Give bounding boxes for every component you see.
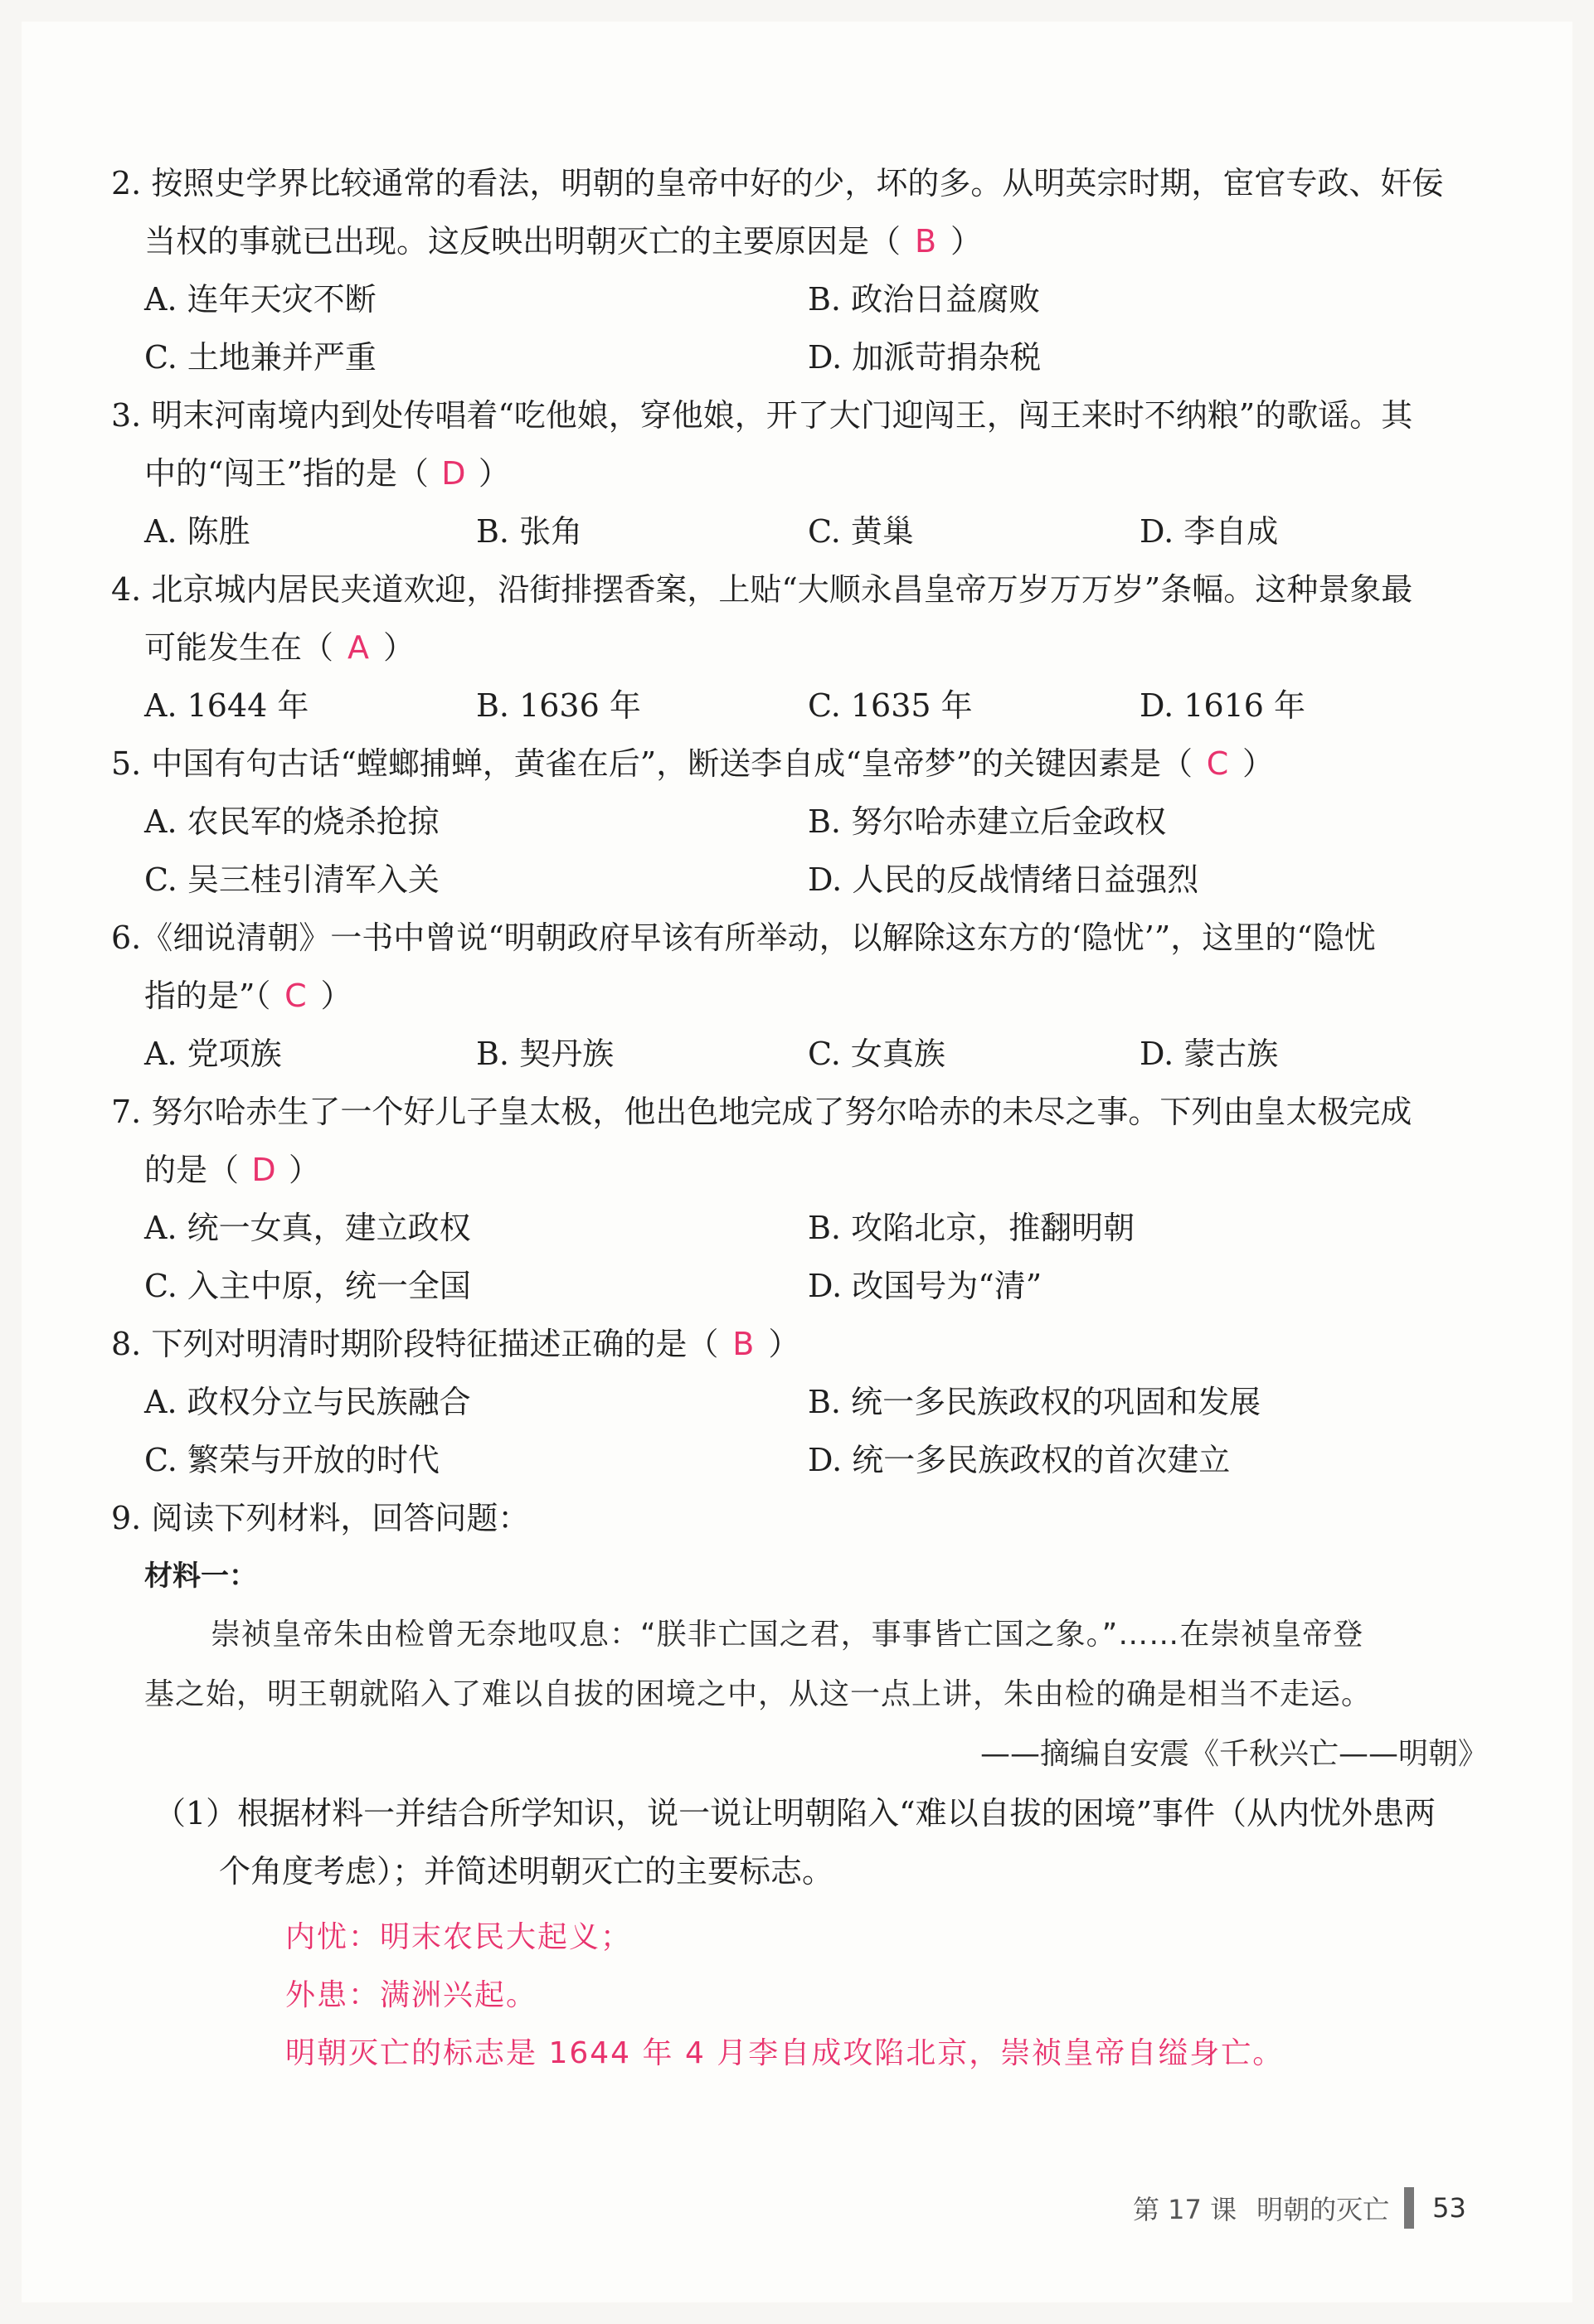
option: D. 统一多民族政权的首次建立 xyxy=(808,1442,1231,1478)
sub-question-line: 个角度考虑）；并简述明朝灭亡的主要标志。 xyxy=(219,1853,834,1890)
options-q5 xyxy=(111,793,1496,909)
answer-mark: C xyxy=(1206,745,1229,782)
option: B. 政治日益腐败 xyxy=(808,281,1041,318)
handwritten-line: 明朝灭亡的标志是 1644 年 4 月李自成攻陷北京，崇祯皇帝自缢身亡。 xyxy=(285,2036,1285,2070)
question-stem-line: 6.《细说清朝》一书中曾说“明朝政府早该有所举动，以解除这东方的‘隐忧’”，这里的“隐忧 xyxy=(111,919,1376,956)
question-stem-line: 中的“闯王”指的是（ D ） xyxy=(111,444,1496,502)
option: B. 统一多民族政权的巩固和发展 xyxy=(808,1384,1261,1420)
question-8 xyxy=(111,1315,1496,1373)
question-stem-line: 可能发生在（ A ） xyxy=(111,619,1496,677)
material-text xyxy=(111,1605,1496,1725)
question-stem-line: 指的是”（ C ） xyxy=(111,967,1496,1025)
question-stem-line: 8. 下列对明清时期阶段特征描述正确的是（ B ） xyxy=(111,1315,1496,1373)
workbook-page xyxy=(22,22,1572,2302)
material-label: 材料一： xyxy=(144,1560,257,1593)
options-q4 xyxy=(111,677,1496,735)
option: D. 人民的反战情绪日益强烈 xyxy=(808,861,1199,898)
question-stem-line: 9. 阅读下列材料，回答问题： xyxy=(111,1500,530,1536)
option: B. 1636 年 xyxy=(476,687,641,724)
question-2 xyxy=(111,154,1496,270)
answer-mark: D xyxy=(251,1152,276,1188)
question-stem-line: 5. 中国有句古话“螳螂捕蝉，黄雀在后”，断送李自成“皇帝梦”的关键因素是（ C ） xyxy=(111,735,1496,793)
options-q6 xyxy=(111,1025,1496,1083)
sub-question-1 xyxy=(111,1784,1496,1900)
options-q3 xyxy=(111,502,1496,560)
option: B. 攻陷北京，推翻明朝 xyxy=(808,1210,1135,1246)
answer-mark: B xyxy=(914,223,937,260)
option: D. 1616 年 xyxy=(1140,687,1306,724)
option: A. 1644 年 xyxy=(144,687,309,724)
answer-mark: B xyxy=(732,1326,755,1362)
option: C. 繁荣与开放的时代 xyxy=(144,1442,440,1478)
question-stem-line: 当权的事就已出现。这反映出明朝灭亡的主要原因是（ B ） xyxy=(111,212,1496,270)
question-9 xyxy=(111,1489,1496,1547)
option: B. 张角 xyxy=(476,513,583,550)
option: C. 黄巢 xyxy=(808,513,914,550)
option: A. 连年天灾不断 xyxy=(144,281,377,318)
question-stem-line: 4. 北京城内居民夹道欢迎，沿街排摆香案，上贴“大顺永昌皇帝万岁万万岁”条幅。这种景象最 xyxy=(111,571,1413,608)
option: C. 1635 年 xyxy=(808,687,973,724)
option: C. 入主中原，统一全国 xyxy=(144,1268,471,1304)
material-source: ——摘编自安震《千秋兴亡——明朝》 xyxy=(979,1737,1488,1771)
answer-mark: D xyxy=(441,455,466,492)
question-5 xyxy=(111,735,1496,793)
options-q7 xyxy=(111,1199,1496,1315)
question-stem-line: 的是（ D ） xyxy=(111,1141,1496,1199)
option: C. 吴三桂引清军入关 xyxy=(144,861,440,898)
question-3 xyxy=(111,386,1496,502)
answer-mark: A xyxy=(347,629,370,666)
option: A. 政权分立与民族融合 xyxy=(144,1384,471,1420)
page-footer xyxy=(1133,2187,1466,2229)
option: A. 统一女真，建立政权 xyxy=(144,1210,471,1246)
question-4 xyxy=(111,560,1496,677)
option: C. 女真族 xyxy=(808,1036,945,1072)
option: C. 土地兼并严重 xyxy=(144,339,377,376)
question-7 xyxy=(111,1083,1496,1199)
question-stem-line: 7. 努尔哈赤生了一个好儿子皇太极，他出色地完成了努尔哈赤的未尽之事。下列由皇太极完成 xyxy=(111,1094,1412,1130)
options-q2 xyxy=(111,270,1496,386)
option: D. 加派苛捐杂税 xyxy=(808,339,1042,376)
option: D. 李自成 xyxy=(1140,513,1279,550)
sub-question-line: （1）根据材料一并结合所学知识，说一说让明朝陷入“难以自拔的困境”事件（从内忧外患两 xyxy=(154,1795,1436,1832)
material-line: 基之始，明王朝就陷入了难以自拔的困境之中，从这一点上讲，朱由检的确是相当不走运。 xyxy=(144,1677,1373,1711)
lesson-number: 第 17 课 xyxy=(1133,2194,1237,2225)
option: A. 党项族 xyxy=(144,1036,282,1072)
lesson-title: 明朝的灭亡 xyxy=(1256,2194,1390,2225)
page-number: 53 xyxy=(1432,2192,1466,2224)
handwritten-line: 内忧：明末农民大起义； xyxy=(285,1920,633,1954)
option: A. 农民军的烧杀抢掠 xyxy=(144,803,440,840)
material-line: 崇祯皇帝朱由检曾无奈地叹息：“朕非亡国之君，事事皆亡国之象。”……在崇祯皇帝登 xyxy=(211,1618,1364,1652)
option: D. 改国号为“清” xyxy=(808,1268,1042,1304)
answer-mark: C xyxy=(284,978,307,1014)
question-stem-line: 2. 按照史学界比较通常的看法，明朝的皇帝中好的少，坏的多。从明英宗时期，宦官专政、奸佞 xyxy=(111,165,1444,201)
handwritten-answer xyxy=(111,1909,1496,2083)
option: A. 陈胜 xyxy=(144,513,250,550)
questions-area xyxy=(111,154,1496,2083)
option: B. 契丹族 xyxy=(476,1036,615,1072)
footer-divider xyxy=(1404,2187,1414,2229)
handwritten-line: 外患：满洲兴起。 xyxy=(285,1978,538,2012)
question-6 xyxy=(111,909,1496,1025)
options-q8 xyxy=(111,1373,1496,1489)
option: B. 努尔哈赤建立后金政权 xyxy=(808,803,1167,840)
question-stem-line: 3. 明末河南境内到处传唱着“吃他娘，穿他娘，开了大门迎闯王，闯王来时不纳粮”的歌谣。其 xyxy=(111,397,1413,434)
option: D. 蒙古族 xyxy=(1140,1036,1279,1072)
